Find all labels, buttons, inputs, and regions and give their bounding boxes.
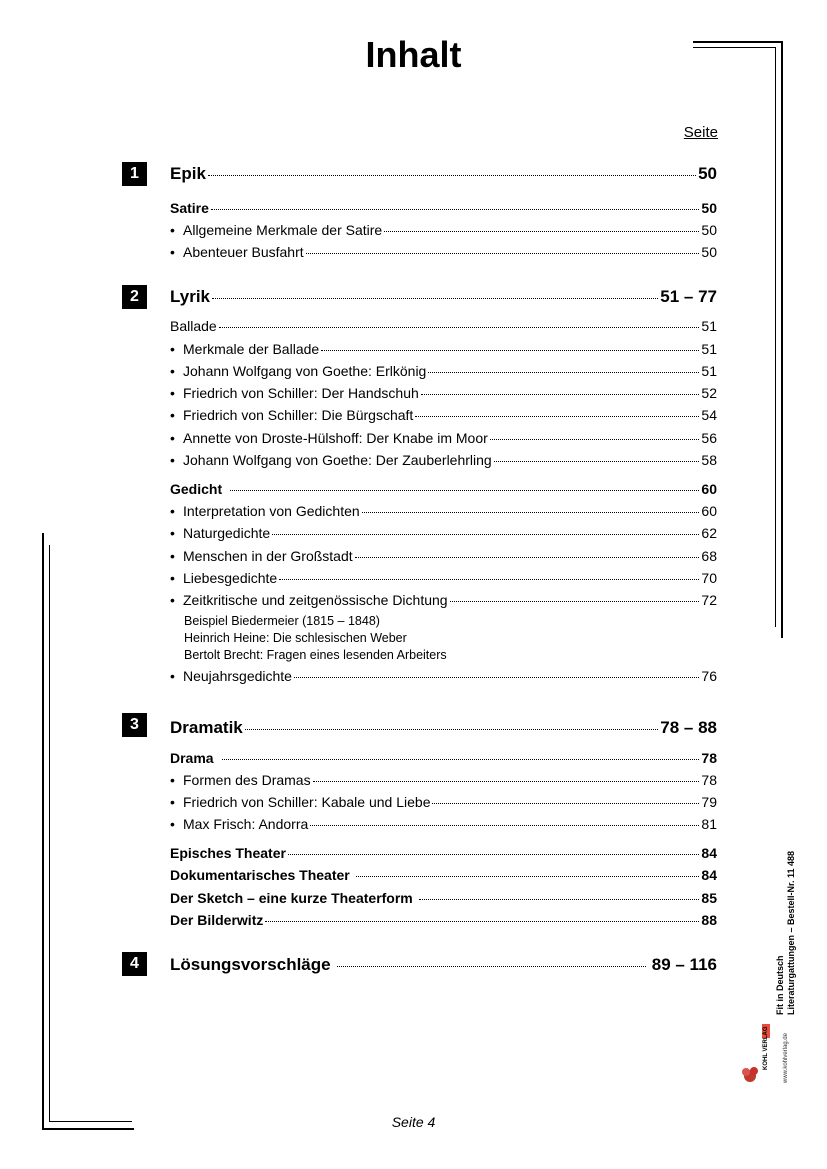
frame-right-line-outer: [781, 41, 783, 638]
publisher-url: www.kohlverlag.de: [783, 1032, 789, 1083]
toc-label: Lösungsvorschläge: [170, 955, 331, 974]
toc-entry[interactable]: [170, 430, 717, 446]
toc-entry[interactable]: [170, 452, 717, 468]
toc-page: 50: [701, 222, 717, 238]
toc-page: 58: [701, 452, 717, 468]
toc-entry[interactable]: [170, 341, 717, 357]
toc-section-epik[interactable]: [170, 164, 717, 184]
leader-dots: [219, 327, 700, 328]
bullet-icon: •: [170, 452, 175, 468]
toc-page: 52: [701, 385, 717, 401]
toc-page: 68: [701, 548, 717, 564]
leader-dots: [321, 350, 699, 351]
bullet-icon: •: [170, 407, 175, 423]
toc-entry[interactable]: [170, 548, 717, 564]
toc-entry[interactable]: [170, 244, 717, 260]
leader-dots: [428, 372, 699, 373]
toc-item: [170, 548, 353, 564]
toc-page: 78 – 88: [660, 718, 717, 737]
toc-page: 51 – 77: [660, 287, 717, 306]
toc-item: [170, 794, 430, 810]
toc-page: 70: [701, 570, 717, 586]
toc-item: [170, 430, 488, 446]
toc-label: Merkmale der Ballade: [183, 341, 320, 357]
toc-item: [170, 385, 419, 401]
toc-entry[interactable]: [170, 200, 717, 216]
toc-page: 54: [701, 407, 717, 423]
toc-label: Johann Wolfgang von Goethe: Erlkönig: [183, 363, 427, 379]
toc-label: Satire: [170, 200, 209, 216]
leader-dots: [490, 439, 700, 440]
toc-page: 56: [701, 430, 717, 446]
leader-dots: [208, 175, 696, 176]
toc-page: 51: [701, 318, 717, 334]
leader-dots: [362, 512, 700, 513]
page-column-header: Seite: [683, 124, 718, 141]
leader-dots: [355, 557, 700, 558]
toc-page: 81: [701, 816, 717, 832]
toc-label: Liebesgedichte: [183, 570, 278, 586]
bullet-icon: •: [170, 244, 175, 260]
toc-item: [170, 341, 319, 357]
toc-page: 60: [701, 481, 717, 497]
publisher-logo-icon: [740, 1022, 774, 1084]
toc-page: 50: [701, 200, 717, 216]
toc-label: Lyrik: [170, 287, 211, 306]
leader-dots: [356, 876, 700, 877]
bullet-icon: •: [170, 222, 175, 238]
page-title: Inhalt: [365, 34, 462, 75]
leader-dots: [494, 461, 700, 462]
toc-label: Abenteuer Busfahrt: [183, 244, 304, 260]
leader-dots: [272, 534, 699, 535]
leader-dots: [421, 394, 700, 395]
toc-label: Dramatik: [170, 718, 243, 737]
toc-subitem: Heinrich Heine: Die schlesischen Weber: [184, 631, 407, 645]
toc-item: [170, 592, 448, 608]
frame-left-line-outer: [42, 533, 44, 1130]
leader-dots: [313, 781, 700, 782]
toc-label: Drama: [170, 750, 214, 766]
leader-dots: [384, 231, 699, 232]
toc-entry[interactable]: [170, 772, 717, 788]
toc-entry[interactable]: [170, 481, 717, 497]
leader-dots: [288, 854, 699, 855]
section-number-4: 4: [122, 952, 147, 976]
toc-entry[interactable]: [170, 816, 717, 832]
toc-entry[interactable]: [170, 570, 717, 586]
toc-entry[interactable]: [170, 668, 717, 684]
toc-item: [170, 222, 382, 238]
leader-dots: [450, 601, 700, 602]
toc-label: Ballade: [170, 318, 217, 334]
bullet-icon: •: [170, 772, 175, 788]
toc-entry[interactable]: [170, 750, 717, 766]
leader-dots: [294, 677, 699, 678]
toc-item: [170, 816, 308, 832]
toc-page: 89 – 116: [651, 955, 717, 974]
toc-page: 76: [701, 668, 717, 684]
toc-label: Naturgedichte: [183, 525, 271, 541]
toc-page: 84: [701, 845, 717, 861]
toc-page: 78: [701, 750, 717, 766]
toc-label: Friedrich von Schiller: Die Bürgschaft: [183, 407, 414, 423]
frame-right-line-inner: [775, 47, 776, 627]
toc-entry[interactable]: [170, 385, 717, 401]
leader-dots: [211, 209, 700, 210]
page-number-footer: Seite 4: [391, 1114, 436, 1130]
toc-item: [170, 452, 492, 468]
toc-label: Neujahrsgedichte: [183, 668, 292, 684]
toc-label: Dokumentarisches Theater: [170, 867, 350, 883]
toc-item: [170, 244, 304, 260]
toc-entry[interactable]: [170, 845, 717, 861]
toc-entry[interactable]: [170, 525, 717, 541]
toc-subitem: Beispiel Biedermeier (1815 – 1848): [184, 614, 380, 628]
toc-item: [170, 772, 311, 788]
toc-entry[interactable]: [170, 794, 717, 810]
toc-subitem: Bertolt Brecht: Fragen eines lesenden Arbeiters: [184, 648, 447, 662]
toc-label: Friedrich von Schiller: Kabale und Liebe: [183, 794, 431, 810]
leader-dots: [419, 899, 700, 900]
leader-dots: [310, 825, 699, 826]
toc-entry[interactable]: [170, 407, 717, 423]
toc-page: 88: [701, 912, 717, 928]
toc-item: [170, 525, 270, 541]
toc-page: 50: [701, 244, 717, 260]
toc-page: 79: [701, 794, 717, 810]
toc-entry[interactable]: [170, 890, 717, 906]
side-book-label: [775, 851, 797, 1015]
toc-page: 84: [701, 867, 717, 883]
publisher-name: KOHL VERLAG: [763, 1026, 769, 1070]
bullet-icon: •: [170, 525, 175, 541]
toc-page: 72: [701, 592, 717, 608]
toc-item: [170, 363, 426, 379]
leader-dots: [245, 729, 659, 730]
leader-dots: [265, 921, 699, 922]
toc-item: [170, 570, 277, 586]
toc-label: Der Bilderwitz: [170, 912, 264, 928]
toc-label: Der Sketch – eine kurze Theaterform: [170, 890, 413, 906]
bullet-icon: •: [170, 341, 175, 357]
toc-page: 51: [701, 363, 717, 379]
toc-page: 50: [698, 164, 717, 183]
toc-label: Episches Theater: [170, 845, 286, 861]
side-book-series: Fit in Deutsch: [775, 955, 785, 1015]
bullet-icon: •: [170, 794, 175, 810]
leader-dots: [306, 253, 700, 254]
leader-dots: [279, 579, 699, 580]
bullet-icon: •: [170, 668, 175, 684]
toc-page: 85: [701, 890, 717, 906]
section-number-3: 3: [122, 713, 147, 737]
leader-dots: [230, 490, 699, 491]
toc-entry[interactable]: [170, 912, 717, 928]
toc-section-loesungsvorschlaege[interactable]: [170, 955, 717, 975]
bullet-icon: •: [170, 570, 175, 586]
bullet-icon: •: [170, 548, 175, 564]
toc-section-dramatik[interactable]: [170, 718, 717, 738]
toc-entry[interactable]: [170, 592, 717, 608]
toc-page: 51: [701, 341, 717, 357]
toc-section-lyrik[interactable]: [170, 287, 717, 307]
toc-item: [170, 668, 292, 684]
toc-label: Menschen in der Großstadt: [183, 548, 353, 564]
toc-label: Epik: [170, 164, 206, 183]
leader-dots: [415, 416, 699, 417]
leader-dots: [212, 298, 658, 299]
section-number-2: 2: [122, 285, 147, 309]
toc-label: Allgemeine Merkmale der Satire: [183, 222, 383, 238]
toc-label: Johann Wolfgang von Goethe: Der Zauberlehrling: [183, 452, 492, 468]
toc-label: Max Frisch: Andorra: [183, 816, 309, 832]
toc-item: [170, 503, 360, 519]
toc-page: 60: [701, 503, 717, 519]
toc-entry[interactable]: [170, 867, 717, 883]
toc-label: Annette von Droste-Hülshoff: Der Knabe im Moor: [183, 430, 488, 446]
frame-left-line-inner: [49, 545, 50, 1122]
toc-page: 62: [701, 525, 717, 541]
bullet-icon: •: [170, 503, 175, 519]
toc-label: Formen des Dramas: [183, 772, 311, 788]
leader-dots: [337, 966, 646, 967]
bullet-icon: •: [170, 430, 175, 446]
side-book-title: Literaturgattungen – Bestell-Nr. 11 488: [786, 850, 796, 1015]
toc-label: Friedrich von Schiller: Der Handschuh: [183, 385, 419, 401]
toc-entry[interactable]: [170, 363, 717, 379]
section-number-1: 1: [122, 162, 147, 186]
bullet-icon: •: [170, 385, 175, 401]
bullet-icon: •: [170, 592, 175, 608]
leader-dots: [432, 803, 699, 804]
bullet-icon: •: [170, 816, 175, 832]
toc-entry[interactable]: [170, 222, 717, 238]
toc-entry[interactable]: [170, 503, 717, 519]
toc-label: Gedicht: [170, 481, 223, 497]
toc-item: [170, 407, 413, 423]
toc-entry[interactable]: [170, 318, 717, 334]
toc-page: 78: [701, 772, 717, 788]
toc-label: Zeitkritische und zeitgenössische Dichtung: [183, 592, 448, 608]
bullet-icon: •: [170, 363, 175, 379]
leader-dots: [222, 759, 700, 760]
toc-label: Interpretation von Gedichten: [183, 503, 360, 519]
